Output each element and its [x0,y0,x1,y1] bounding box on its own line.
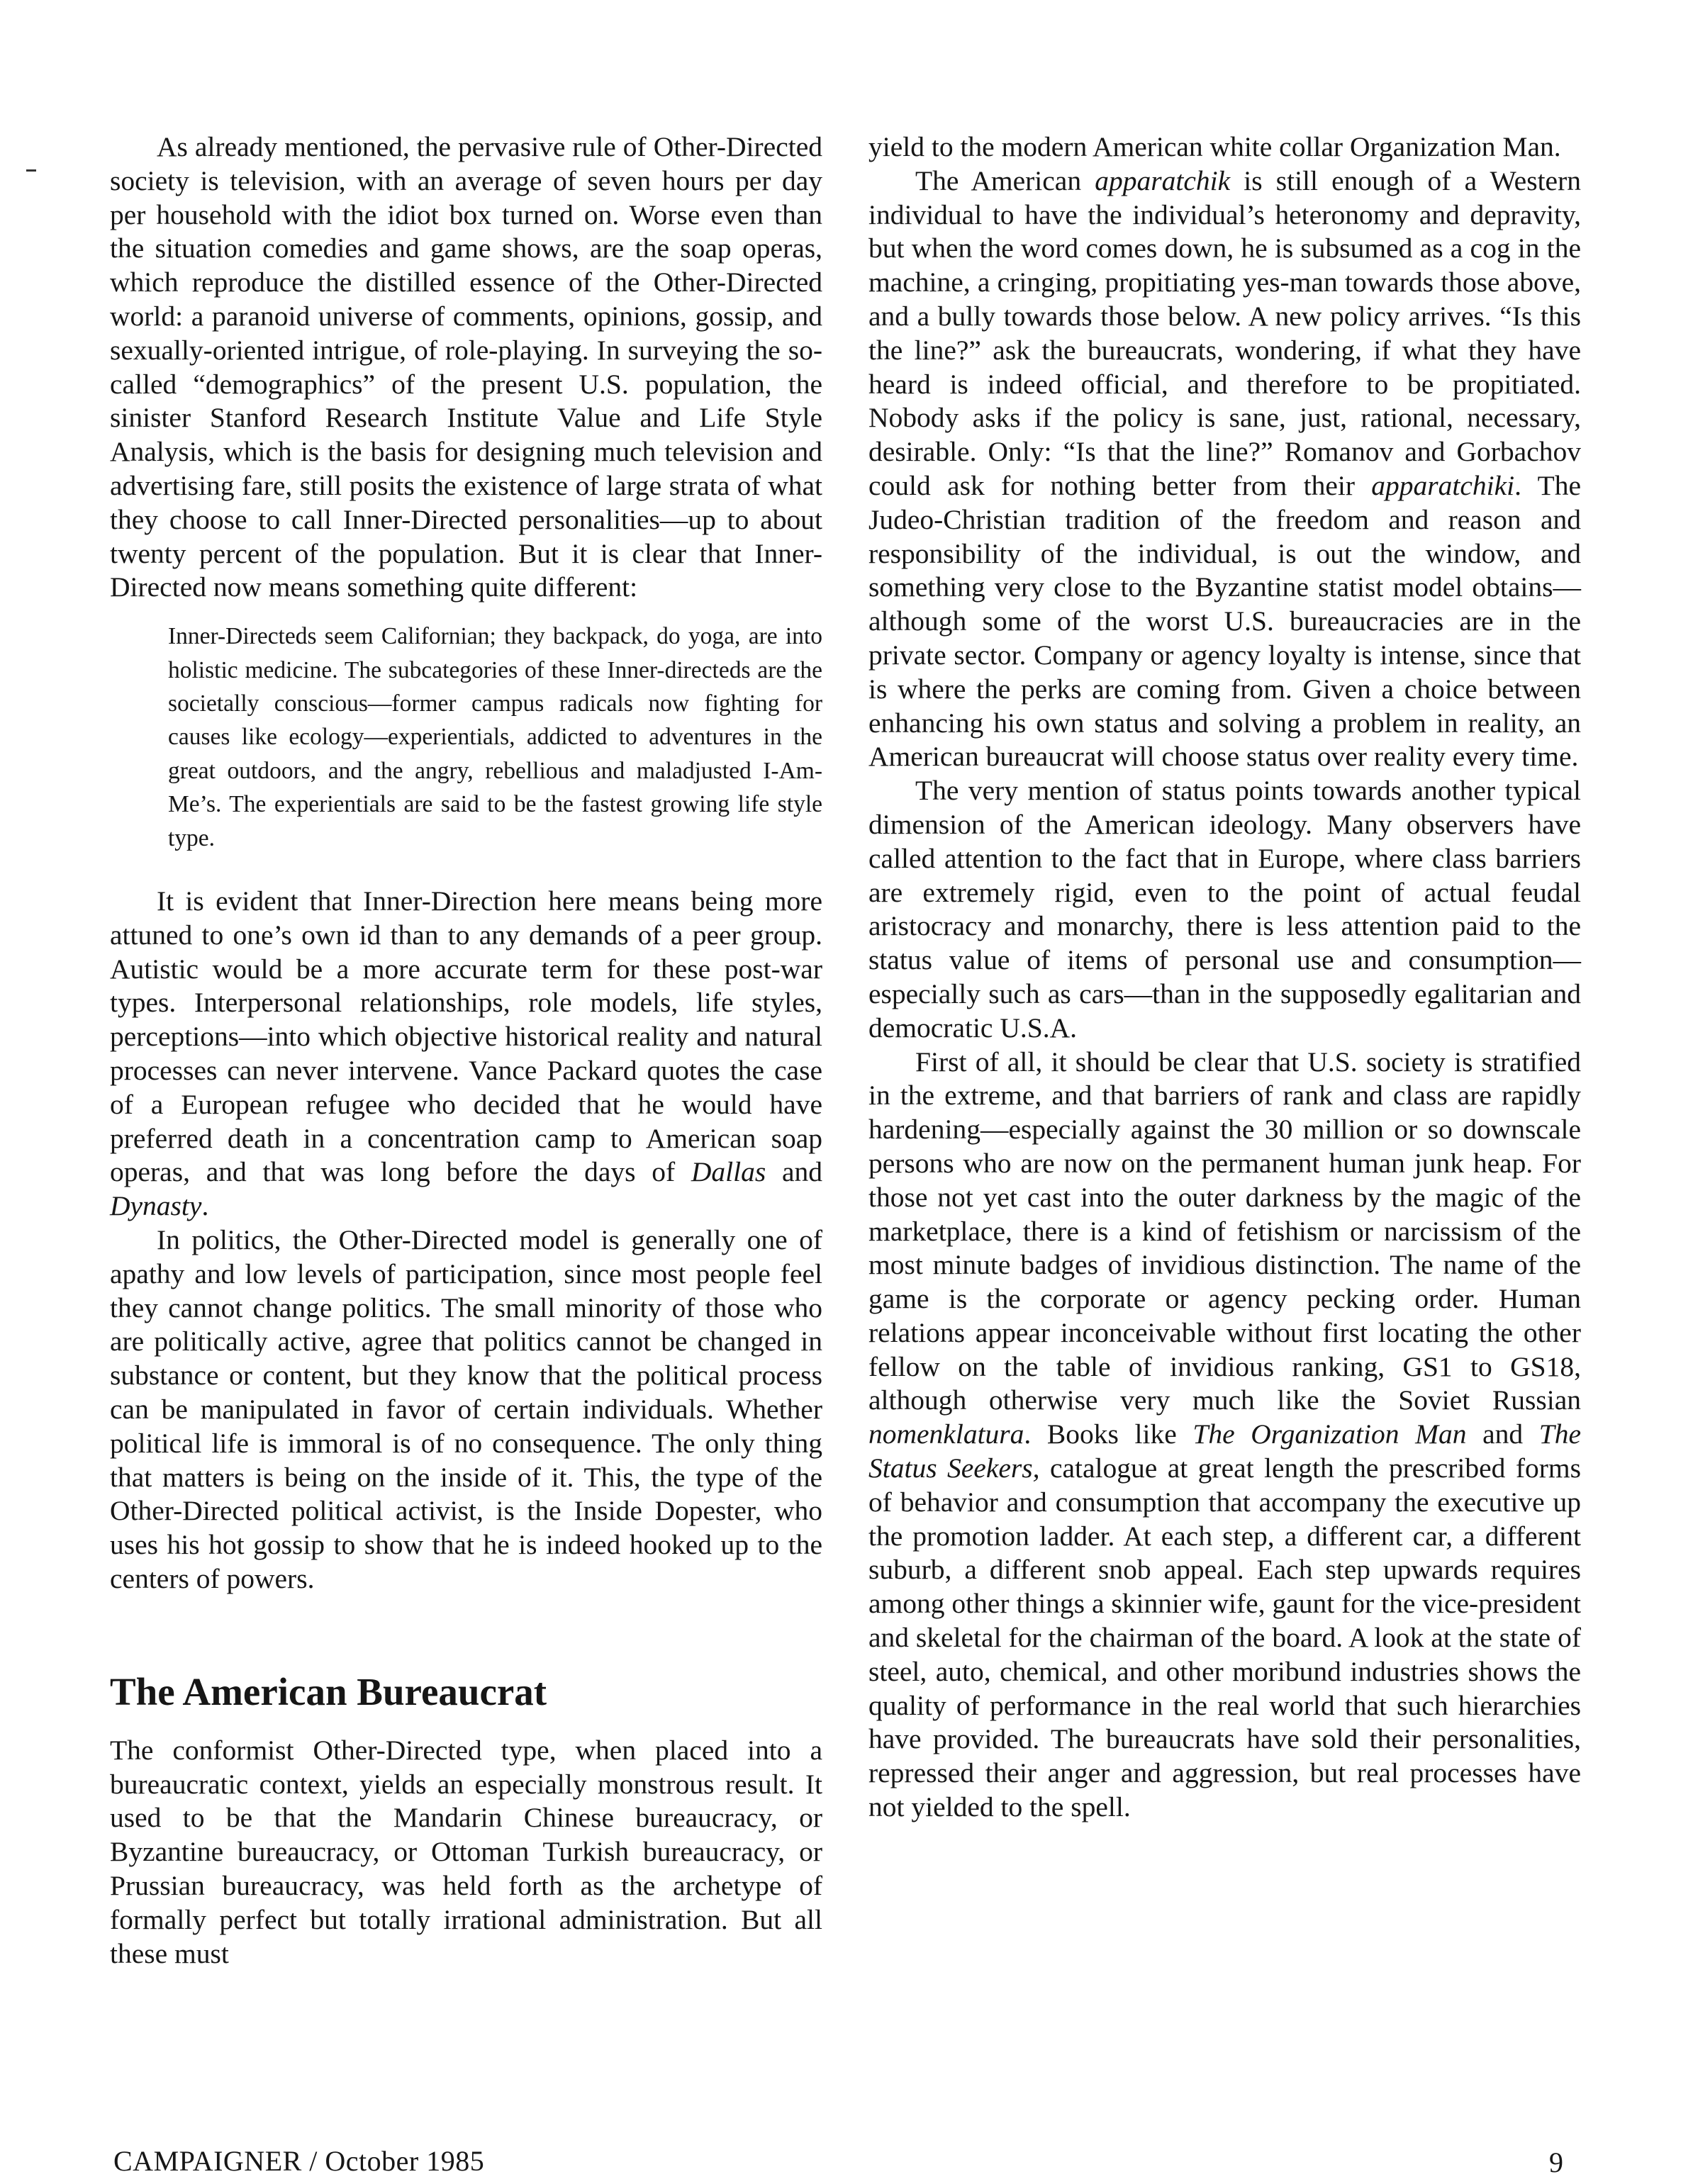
text-run: . Books like [1024,1418,1193,1450]
text-run: The American [915,164,1095,196]
text-run: First of all, it should be clear that U.S. society is stratified in the extreme, and that barriers of rank and class are rapidly hardening—especially against the 30 million or so downscale persons who are now on the permanent human junk heap. For those not yet cast into the outer darkness by the magic of the marketplace, there is a kind of fetishism or narcissism of the most minute badges of invidious distinction. The name of the game is the corporate or agency pecking order. Human relations appear inconceivable without first locating the other fellow on the table of invidious ranking, GS1 to GS18, although otherwise very much like the Soviet Russian [868,1046,1581,1416]
text-run: It is evident that Inner-Direction here means being more attuned to one’s own id than to any demands of a peer group. Autistic would be a more accurate term for these post-war types. Interpersonal relationships, role models, life styles, perceptions—into which objective historical reality and natural processes can never intervene. Vance Packard quotes the case of a European refugee who decided that he would have preferred death in a concentration camp to American soap operas, and that was long before the days of [110,885,822,1188]
section-heading: The American Bureaucrat [110,1669,547,1713]
text-run: . [201,1190,209,1222]
text-run: and [766,1156,822,1188]
paragraph: The conformist Other-Directed type, when placed into a bureaucratic context, yields an especially monstrous result. It used to be that the Mandarin Chinese bureaucracy, or Byzantine bureaucracy, or Ottoman Turkish bureaucracy, or Prussian bureaucracy, was held forth as the archetype of formally perfect but totally irrational administration. But all these must [110,1734,822,1969]
paragraph: As already mentioned, the pervasive rule of Other-Directed society is television, with an average of seven hours per day per household with the idiot box turned on. Worse even than the situation comedies and game shows, are the soap operas, which reproduce the distilled essence of the Other-Directed world: a paranoid universe of comments, opinions, gossip, and sexually-oriented intrigue, of role-playing. In surveying the so-called “demographics” of the present U.S. population, the sinister Stanford Research Institute Value and Life Style Analysis, which is the basis for designing much television and advertising fare, still posits the existence of large strata of what they choose to call Inner-Directed personalities—up to about twenty percent of the population. But it is clear that Inner-Directed now means something quite different: [110,131,822,603]
paragraph [110,885,822,1223]
paragraph: The very mention of status points towards another typical dimension of the American ideology. Many observers have called attention to the fact that in Europe, where class barriers are extremely rigid, even to the point of actual feudal aristocracy and monarchy, there is less attention paid to the status value of items of personal use and consumption—especially such as cars—than in the supposedly egalitarian and democratic U.S.A. [868,775,1581,1043]
paragraph: yield to the modern American white collar Organization Man. [868,131,1561,162]
footer-publication: CAMPAIGNER / October 1985 [113,2145,485,2177]
paragraph: In politics, the Other-Directed model is generally one of apathy and low levels of participation, since most people feel they cannot change politics. The small minority of those who are politically active, agree that politics cannot be changed in substance or content, but they know that the political process can be manipulated in favor of certain individuals. Whether political life is immoral is of no consequence. The only thing that matters is being on the inside of it. This, the type of the Other-Directed political activist, is the Inside Dopester, who uses his hot gossip to show that he is indeed hooked up to the centers of powers. [110,1223,822,1594]
page-number: 9 [1549,2146,1563,2178]
italic-term: apparatchiki [1371,469,1515,501]
text-run: is still enough of a Western individual to have the individual’s heteronomy and depravity, but when the word comes down, he is subsumed as a cog in the machine, a cringing, propitiating yes-man towards those above, and a bully towards those below. A new policy arrives. “Is this the line?” ask the bureaucrats, wondering, if what they have heard is indeed official, and therefore to be propitiated. Nobody asks if the policy is sane, just, rational, necessary, desirable. Only: “Is that the line?” Romanov and Gorbachov could ask for nothing better from their [868,164,1581,501]
italic-title: Dallas [691,1156,766,1188]
paragraph [868,1046,1581,1825]
italic-term: nomenklatura [868,1418,1024,1450]
text-run: and [1466,1418,1539,1450]
text-run: catalogue at great length the prescribed forms of behavior and consumption that accompany the executive up the promotion ladder. At each step, a different car, a different suburb, a different snob appeal. Each step upwards requires among other things a skinnier wife, gaunt for the vice-president and skeletal for the chairman of the board. A look at the state of steel, auto, chemical, and other moribund industries shows the quality of performance in the real world that such hierarchies have provided. The bureaucrats have sold their personalities, repressed their anger and aggression, but real processes have not yielded to the spell. [868,1452,1581,1823]
block-quote: Inner-Directeds seem Californian; they backpack, do yoga, are into holistic medicine. The subcategories of these Inner-directeds are the societally conscious—former campus radicals now fighting for causes like ecology—experientials, addicted to adventures in the great outdoors, and the angry, rebellious and maladjusted I-Am-Me’s. The experientials are said to be the fastest growing life style type. [168,623,822,851]
margin-mark [26,169,36,172]
paragraph [868,164,1581,774]
text-run: . The Judeo-Christian tradition of the freedom and reason and responsibility of the individual, is out the window, and something very close to the Byzantine statist model obtains—although some of the worst U.S. bureaucracies are in the private sector. Company or agency loyalty is intense, since that is where the perks are coming from. Given a choice between enhancing his own status and solving a problem in reality, an American bureaucrat will choose status over reality every time. [868,469,1582,773]
italic-title: The Status Seekers, [868,1418,1581,1484]
left-column [110,130,822,1971]
italic-term: apparatchik [1095,164,1231,196]
italic-title: Dynasty [110,1190,202,1222]
right-column [868,130,1581,1825]
italic-title: The Organization Man [1192,1418,1467,1450]
